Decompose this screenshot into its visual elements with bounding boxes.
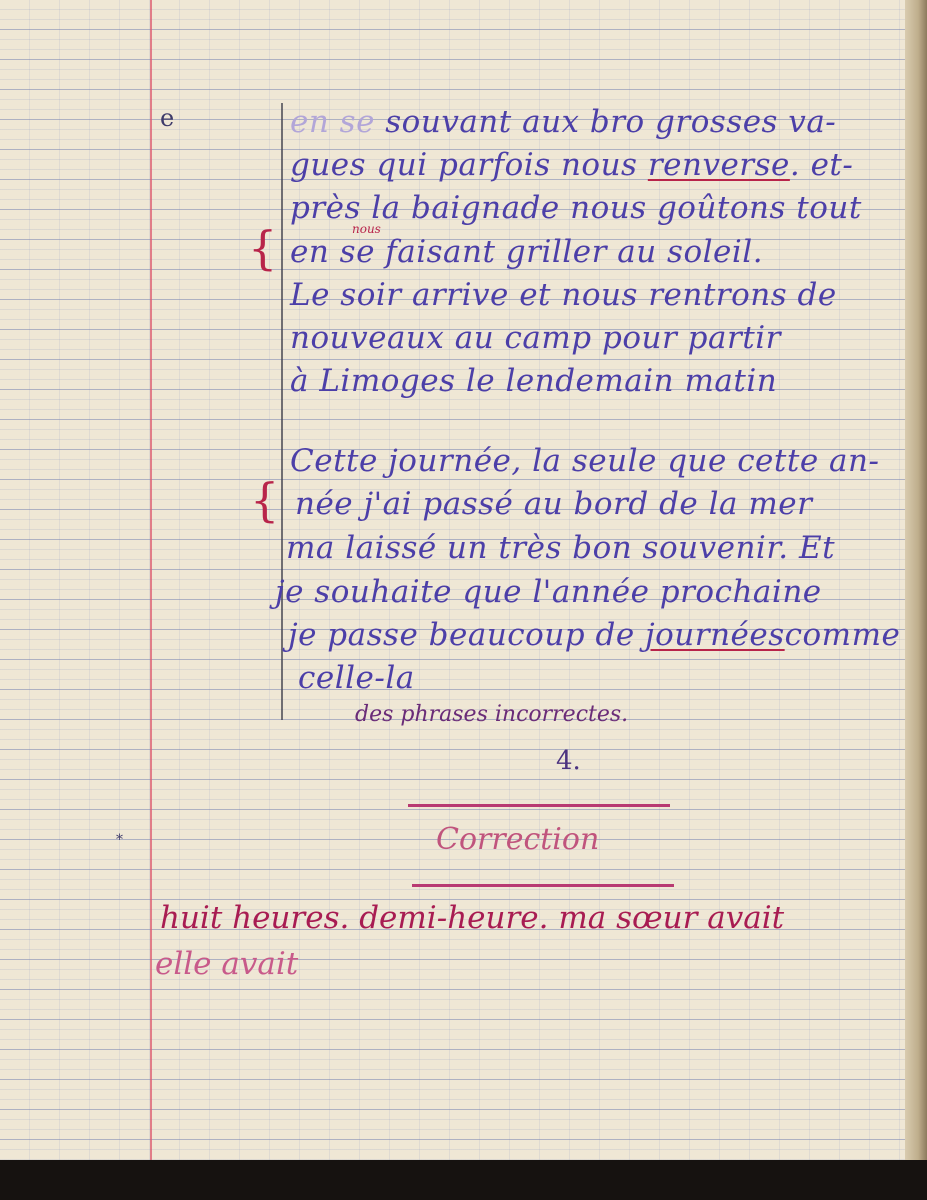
faded-words: en se <box>290 104 375 140</box>
inserted-correction: nous <box>352 222 381 236</box>
text-line: près la baignade nous goûtons tout <box>290 190 862 226</box>
notebook-spine <box>905 0 927 1160</box>
correction-title: Correction <box>436 822 600 857</box>
text-line: en se faisant griller au soleil. <box>290 234 764 270</box>
underlined-error: renverse <box>647 147 790 183</box>
margin-line <box>150 0 152 1160</box>
title-rule-bottom <box>412 884 674 887</box>
grade: 4. <box>556 746 581 776</box>
text-line: ma laissé un très bon souvenir. Et <box>286 530 836 566</box>
text-line: je souhaite que l'année prochaine <box>275 574 822 610</box>
correction-brace: { <box>248 221 278 275</box>
margin-star: * <box>116 832 123 848</box>
text-line: née j'ai passé au bord de la mer <box>295 486 813 522</box>
text-line: à Limoges le lendemain matin <box>290 363 778 399</box>
text-line: Le soir arrive et nous rentrons de <box>290 277 837 313</box>
correction-brace: { <box>250 473 280 527</box>
underlined-error: journées <box>645 617 785 653</box>
text-line: gues qui parfois nous renverse. et- <box>290 147 854 183</box>
text-line: Cette journée, la seule que cette an- <box>290 443 880 479</box>
text-line: en se souvant aux bro grosses va- <box>290 104 837 140</box>
margin-mark: e <box>160 104 175 132</box>
scan-background <box>0 1160 927 1200</box>
title-rule-top <box>408 804 670 807</box>
correction-line: huit heures. demi-heure. ma sœur avait <box>160 900 785 936</box>
correction-line: elle avait <box>155 946 299 982</box>
text-line: je passe beaucoup de journéescomme <box>288 617 901 653</box>
text-line: celle-la <box>298 660 415 696</box>
text-line: nouveaux au camp pour partir <box>290 320 781 356</box>
teacher-comment: des phrases incorrectes. <box>355 702 629 727</box>
pencil-margin-line <box>281 103 283 720</box>
